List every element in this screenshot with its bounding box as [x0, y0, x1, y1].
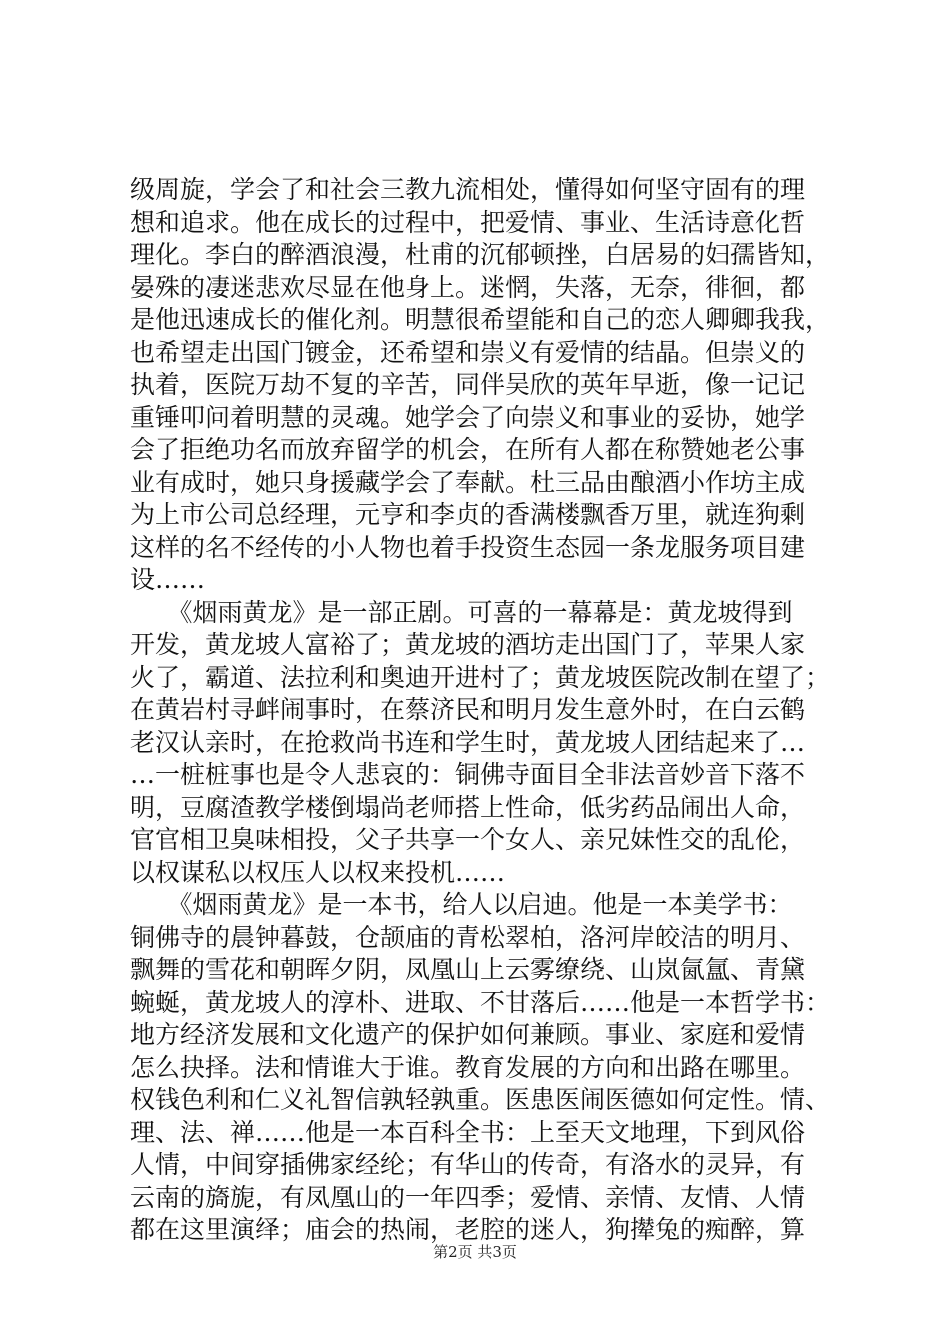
text-line: 想和追求。他在成长的过程中，把爱情、事业、生活诗意化哲 — [130, 207, 806, 237]
text-line: 也希望走出国门镀金，还希望和崇义有爱情的结晶。但崇义的 — [130, 337, 806, 367]
text-line: 地方经济发展和文化遗产的保护如何兼顾。事业、家庭和爱情 — [130, 1020, 806, 1049]
text-line: 官官相卫臭味相投，父子共享一个女人、亲兄妹性交的乱伦， — [130, 825, 806, 854]
text-line: 铜佛寺的晨钟暮鼓，仓颉庙的青松翠柏，洛河岸皎洁的明月、 — [130, 922, 806, 952]
text-line: 《烟雨黄龙》是一部正剧。可喜的一幕幕是：黄龙坡得到 — [130, 597, 793, 627]
text-line: 会了拒绝功名而放弃留学的机会，在所有人都在称赞她老公事 — [130, 435, 806, 464]
text-line: 《烟雨黄龙》是一本书，给人以启迪。他是一本美学书： — [130, 890, 793, 919]
text-line: 明，豆腐渣教学楼倒塌尚老师搭上性命，低劣药品闹出人命， — [130, 792, 806, 822]
text-line: 为上市公司总经理，元亨和李贞的香满楼飘香万里，就连狗剩 — [130, 500, 806, 529]
text-line: 这样的名不经传的小人物也着手投资生态园一条龙服务项目建 — [130, 532, 806, 562]
text-line: 怎么抉择。法和情谁大于谁。教育发展的方向和出路在哪里。 — [130, 1052, 806, 1082]
text-line: 设…… — [130, 565, 206, 594]
text-line: 理化。李白的醉酒浪漫，杜甫的沉郁顿挫，白居易的妇孺皆知， — [130, 240, 830, 269]
text-line: 飘舞的雪花和朝晖夕阴，凤凰山上云雾缭绕、山岚氤氲、青黛 — [130, 955, 806, 984]
text-line: 老汉认亲时，在抢救尚书连和学生时，黄龙坡人团结起来了… — [130, 727, 806, 757]
text-line: 蜿蜒，黄龙坡人的淳朴、进取、不甘落后……他是一本哲学书： — [130, 987, 830, 1017]
text-line: 理、法、禅……他是一本百科全书：上至天文地理，下到风俗 — [130, 1117, 806, 1147]
text-line: 级周旋，学会了和社会三教九流相处，懂得如何坚守固有的理 — [130, 175, 806, 204]
text-line: 都在这里演绎；庙会的热闹，老腔的迷人，狗撵兔的痴醉，算 — [130, 1215, 806, 1244]
text-line: 权钱色利和仁义礼智信孰轻孰重。医患医闹医德如何定性。情、 — [130, 1085, 830, 1114]
text-line: 人情，中间穿插佛家经纶；有华山的传奇，有洛水的灵异，有 — [130, 1150, 806, 1179]
document-body — [130, 174, 830, 1247]
text-line: 火了，霸道、法拉利和奥迪开进村了；黄龙坡医院改制在望了； — [130, 662, 830, 692]
text-line: 执着，医院万劫不复的辛苦，同伴吴欣的英年早逝，像一记记 — [130, 370, 806, 399]
text-line: 业有成时，她只身援藏学会了奉献。杜三品由酿酒小作坊主成 — [130, 467, 806, 497]
text-line: 以权谋私以权压人以权来投机…… — [130, 857, 506, 887]
text-line: …一桩桩事也是令人悲哀的：铜佛寺面目全非法音妙音下落不 — [130, 760, 806, 789]
text-line: 在黄岩村寻衅闹事时，在蔡济民和明月发生意外时，在白云鹤 — [130, 695, 806, 724]
page-number-footer: 第2页 共3页 — [433, 1243, 517, 1261]
text-line: 重锤叩问着明慧的灵魂。她学会了向崇义和事业的妥协，她学 — [130, 402, 806, 432]
text-line: 晏殊的凄迷悲欢尽显在他身上。迷惘，失落，无奈，徘徊，都 — [130, 272, 806, 302]
text-line: 开发，黄龙坡人富裕了；黄龙坡的酒坊走出国门了，苹果人家 — [130, 630, 806, 659]
text-line: 云南的旖旎，有凤凰山的一年四季；爱情、亲情、友情、人情 — [130, 1182, 806, 1212]
text-line: 是他迅速成长的催化剂。明慧很希望能和自己的恋人卿卿我我， — [130, 305, 830, 334]
